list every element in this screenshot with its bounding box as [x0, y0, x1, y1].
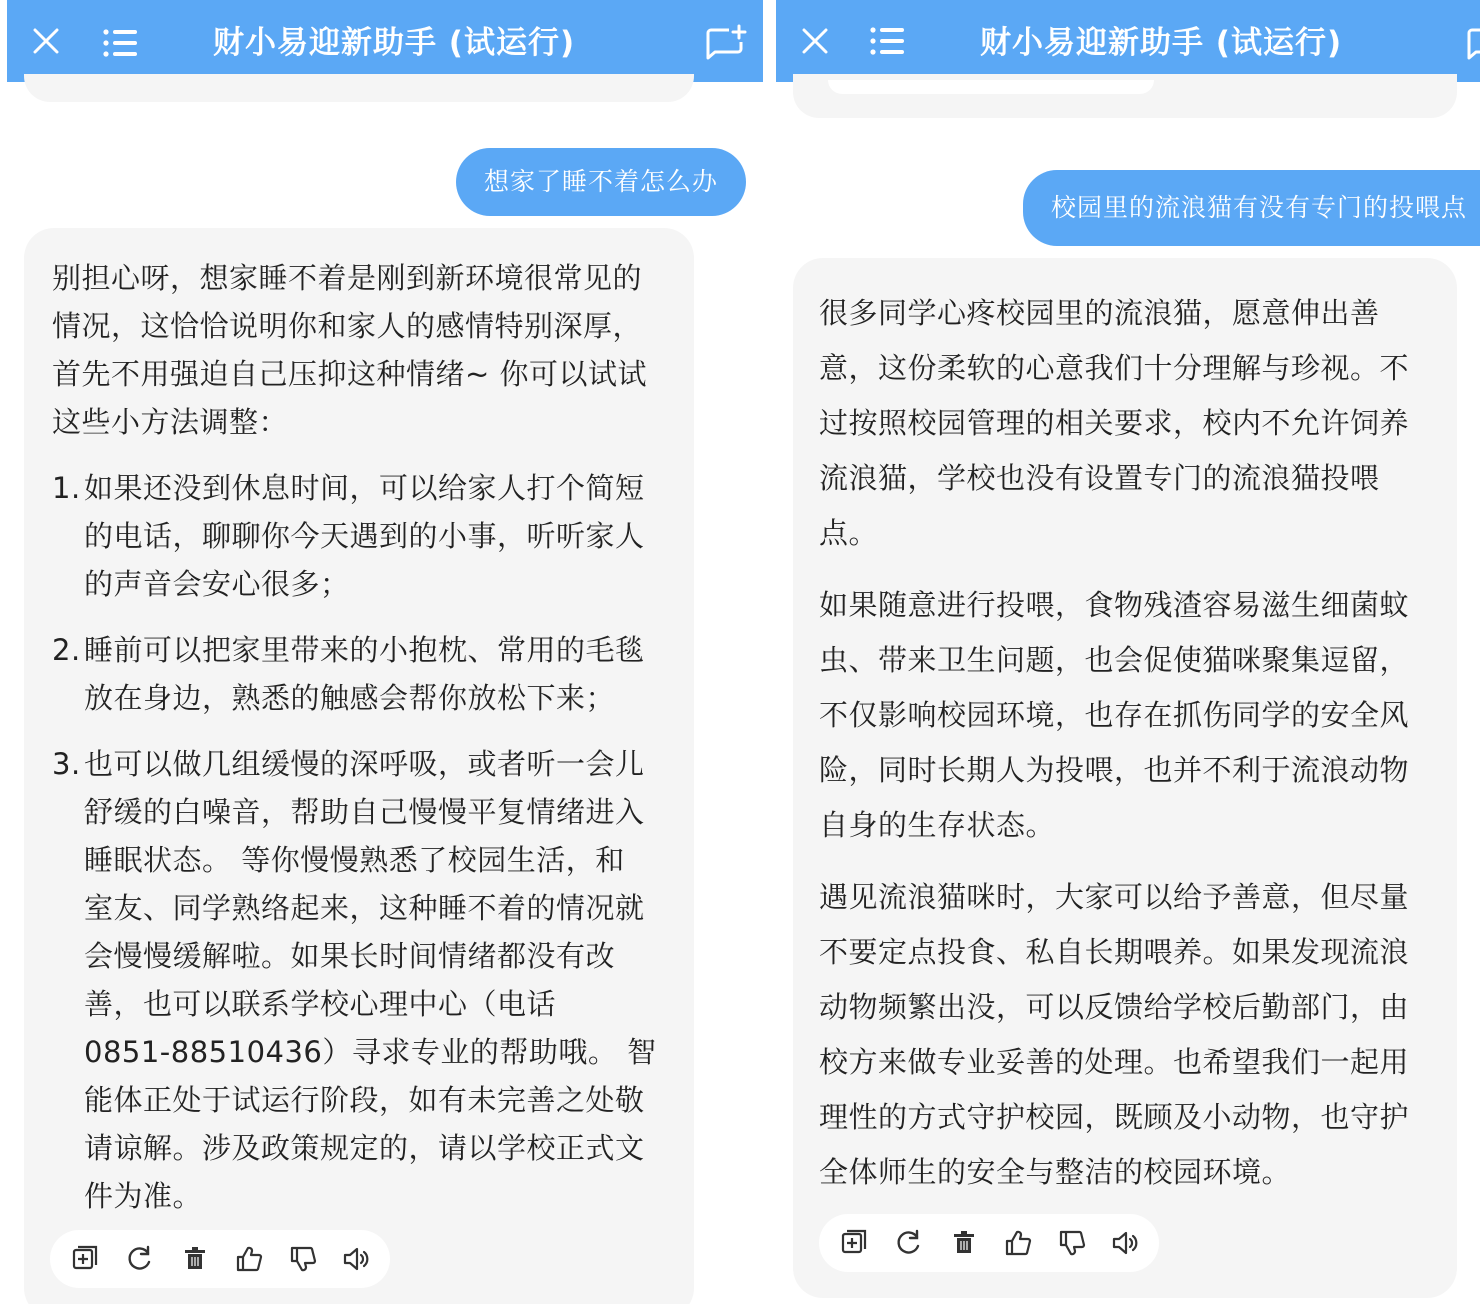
new-chat-icon[interactable]: [1466, 24, 1480, 64]
thumbs-up-icon[interactable]: [234, 1244, 264, 1274]
top-bar: [7, 0, 763, 82]
delete-icon[interactable]: [949, 1228, 979, 1258]
list-item: 1. 如果还没到休息时间，可以给家人打个简短 的电话，聊聊你今天遇到的小事，听听家人 的声音会安心很多；: [52, 471, 645, 601]
previous-actions-edge: [828, 80, 1154, 94]
menu-icon[interactable]: [103, 28, 139, 58]
thumbs-down-icon[interactable]: [288, 1244, 318, 1274]
delete-icon[interactable]: [180, 1244, 210, 1274]
message-actions: [50, 1230, 390, 1288]
assistant-message: [24, 228, 694, 1304]
list-item: 3. 也可以做几组缓慢的深呼吸，或者听一会儿 舒缓的白噪音，帮助自己慢慢平复情绪进入 睡眠状态。 等你慢慢熟悉了校园生活，和 室友、同学熟络起来，这种睡不着的情况就 会慢慢缓解啦。如果长时间情绪都没有改 善，也可以联系学校心理中心（电话 0851-88510436）寻求专业的帮助哦。 智 能体正处于试运行阶段，如有未完善之处敬 请谅解。涉及政策规定的，请以学校正式文 件为准。: [52, 747, 657, 1213]
new-chat-icon[interactable]: [705, 24, 747, 64]
regenerate-icon[interactable]: [124, 1244, 154, 1274]
app-title: 财小易迎新助手 (试运行): [213, 25, 576, 61]
previous-message-edge: [24, 74, 694, 102]
close-icon[interactable]: [802, 28, 828, 54]
chat-panel-left: [7, 0, 763, 1304]
message-body: [819, 286, 1449, 1200]
speaker-icon[interactable]: [1111, 1228, 1141, 1258]
user-message: 想家了睡不着怎么办: [456, 148, 746, 216]
top-bar: [776, 0, 1480, 82]
close-icon[interactable]: [33, 28, 59, 54]
thumbs-up-icon[interactable]: [1003, 1228, 1033, 1258]
intro-paragraph: 别担心呀，想家睡不着是刚到新环境很常见的 情况，这恰恰说明你和家人的感情特别深厚， 首先不用强迫自己压抑这种情绪~ 你可以试试 这些小方法调整：: [52, 261, 648, 439]
assistant-message: [793, 258, 1457, 1298]
add-note-icon[interactable]: [839, 1228, 869, 1258]
add-note-icon[interactable]: [70, 1244, 100, 1274]
message-body: [52, 254, 682, 1220]
app-title: 财小易迎新助手 (试运行): [980, 25, 1343, 61]
paragraph: 遇见流浪猫咪时，大家可以给予善意，但尽量 不要定点投食、私自长期喂养。如果发现流浪 动物频繁出没，可以反馈给学校后勤部门，由 校方来做专业妥善的处理。也希望我们一起用 理性的方式守护校园，既顾及小动物，也守护 全体师生的安全与整洁的校园环境。: [819, 880, 1410, 1189]
list-item: 2. 睡前可以把家里带来的小抱枕、常用的毛毯 放在身边，熟悉的触感会帮你放松下来；: [52, 633, 645, 715]
regenerate-icon[interactable]: [893, 1228, 923, 1258]
thumbs-down-icon[interactable]: [1057, 1228, 1087, 1258]
paragraph: 很多同学心疼校园里的流浪猫，愿意伸出善 意，这份柔软的心意我们十分理解与珍视。不 过按照校园管理的相关要求，校内不允许饲养 流浪猫，学校也没有设置专门的流浪猫投喂 点。: [819, 296, 1410, 550]
chat-panel-right: [776, 0, 1480, 1304]
user-message: 校园里的流浪猫有没有专门的投喂点: [1023, 170, 1480, 246]
message-actions: [819, 1214, 1159, 1272]
paragraph: 如果随意进行投喂，食物残渣容易滋生细菌蚊 虫、带来卫生问题，也会促使猫咪聚集逗留， 不仅影响校园环境，也存在抓伤同学的安全风 险，同时长期人为投喂，也并不利于流浪动物 自身的生存状态。: [819, 588, 1410, 842]
speaker-icon[interactable]: [342, 1244, 372, 1274]
menu-icon[interactable]: [870, 26, 906, 56]
